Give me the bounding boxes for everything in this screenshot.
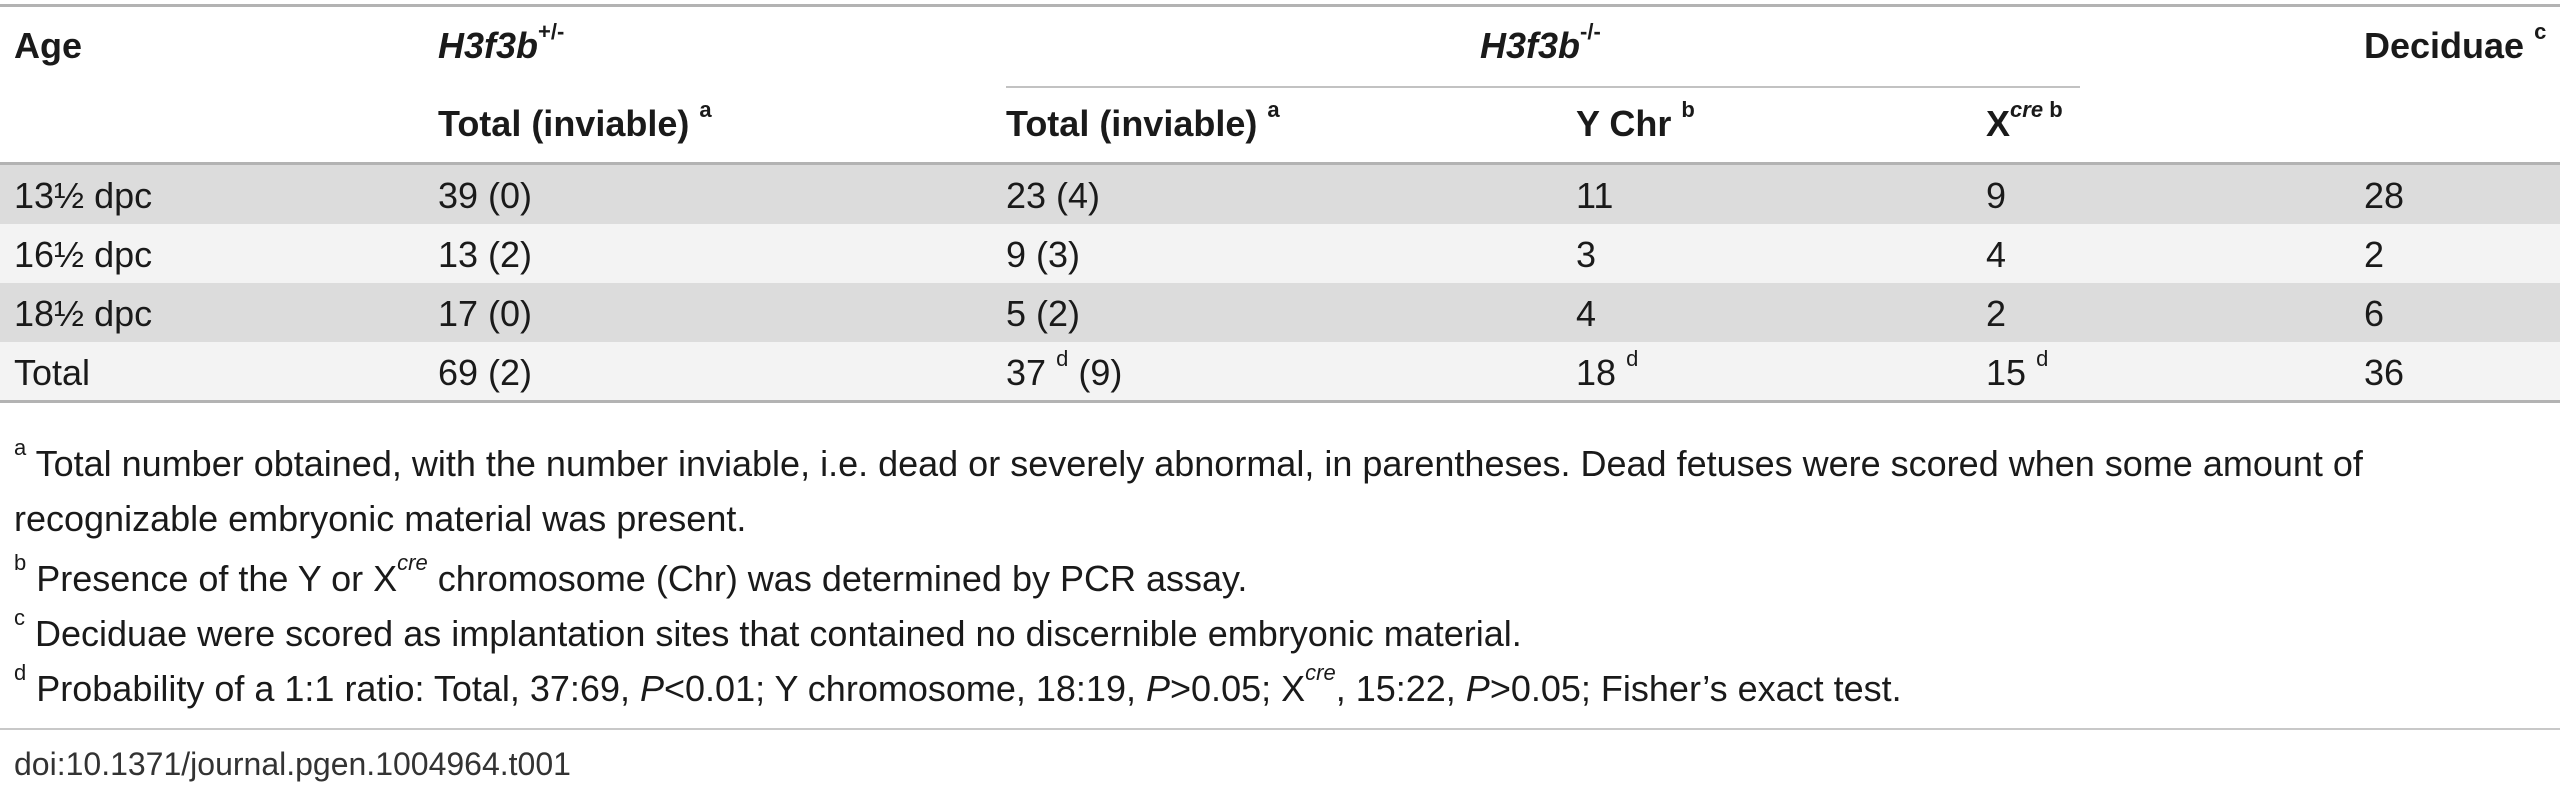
- header-h3f3b-het: [438, 19, 565, 68]
- header-age: Age: [14, 25, 83, 66]
- footnote-b-text-1: Presence of the Y or X: [36, 558, 398, 599]
- row1-y: 11: [1576, 175, 1614, 216]
- subheader-x-label: X: [1986, 103, 2011, 144]
- row1-ko: 23 (4): [1006, 175, 1101, 216]
- subheader-y-label: Y Chr: [1576, 103, 1672, 144]
- row4-y-sup: d: [1626, 346, 1639, 371]
- row4-ko-total: 37: [1006, 352, 1047, 393]
- row4-het: 69 (2): [438, 352, 533, 393]
- footnote-d: [14, 661, 2534, 716]
- row4-ko-sup: d: [1056, 346, 1069, 371]
- row-band-4: [0, 342, 2560, 401]
- row3-y: 4: [1576, 293, 1597, 334]
- row3-age: 18½ dpc: [14, 293, 153, 334]
- footnote-d-text-4: , 15:22,: [1335, 668, 1456, 709]
- ko-span-rule: [1006, 86, 2080, 88]
- footnote-a-text: Total number obtained, with the number inviable, i.e. dead or severely abnormal, in parentheses. Dead fetuses were scored when some amount of recognizable embryonic material was present.: [14, 443, 2363, 539]
- row2-y: 3: [1576, 234, 1597, 275]
- subheader-x-b-sup: b: [2049, 97, 2063, 122]
- header-deciduae: [2364, 19, 2547, 68]
- footnote-d-text-3: >0.05; X: [1170, 668, 1306, 709]
- footnote-b-text-2: chromosome (Chr) was determined by PCR assay.: [437, 558, 1248, 599]
- row1-age: 13½ dpc: [14, 175, 153, 216]
- row3-ko: 5 (2): [1006, 293, 1081, 334]
- footnote-b-cre: cre: [397, 550, 428, 575]
- row4-x-value: 15: [1986, 352, 2027, 393]
- footer-rule: [0, 728, 2560, 730]
- footnote-c: [14, 606, 2534, 661]
- subheader-x-cre-sup: cre: [2010, 97, 2044, 122]
- header-h3f3b-ko: [1480, 19, 1601, 68]
- subheader-y-sup: b: [1681, 97, 1695, 122]
- row3-x: 2: [1986, 293, 2007, 334]
- row4-ko-inviable: (9): [1078, 352, 1123, 393]
- row2-age: 16½ dpc: [14, 234, 153, 275]
- footnote-b-mark: b: [14, 550, 27, 575]
- row4-age: Total: [14, 352, 91, 393]
- table-bottom-rule: [0, 400, 2560, 403]
- footnote-a-mark: a: [14, 435, 27, 460]
- row4-ko: [1006, 346, 1123, 395]
- row4-x-sup: d: [2036, 346, 2049, 371]
- footnote-d-p2: P: [1146, 668, 1171, 709]
- row-band-3: [0, 283, 2560, 342]
- footnote-d-cre: cre: [1305, 660, 1336, 685]
- row3-het: 17 (0): [438, 293, 533, 334]
- footnote-d-text-5: >0.05; Fisher’s exact test.: [1489, 668, 1902, 709]
- subheader-total-het: [438, 97, 712, 146]
- row1-het: 39 (0): [438, 175, 533, 216]
- subheader-total-het-sup: a: [699, 97, 712, 122]
- row2-ko: 9 (3): [1006, 234, 1081, 275]
- row-band-1: [0, 165, 2560, 224]
- footnote-d-p3: P: [1465, 668, 1490, 709]
- footnote-c-mark: c: [14, 605, 25, 630]
- row-band-2: [0, 224, 2560, 283]
- footnote-a: [14, 436, 2534, 546]
- row3-deciduae: 6: [2364, 293, 2385, 334]
- header-ko-gene: H3f3b: [1480, 25, 1581, 66]
- row4-x: [1986, 346, 2049, 395]
- row4-y: [1576, 346, 1639, 395]
- header-het-gene: H3f3b: [438, 25, 539, 66]
- footnote-d-text-1: Probability of a 1:1 ratio: Total, 37:69,: [36, 668, 630, 709]
- subheader-total-ko-label: Total (inviable): [1006, 103, 1258, 144]
- subheader-y-chr: [1576, 97, 1695, 146]
- subheader-total-ko-sup: a: [1267, 97, 1280, 122]
- footnote-c-text: Deciduae were scored as implantation sites that contained no discernible embryonic material.: [35, 613, 1522, 654]
- doi-text: doi:10.1371/journal.pgen.1004964.t001: [14, 746, 571, 782]
- table-top-rule: [0, 4, 2560, 7]
- header-ko-sup: -/-: [1580, 19, 1601, 44]
- footnote-d-mark: d: [14, 660, 27, 685]
- subheader-total-ko: [1006, 97, 1280, 146]
- subheader-total-het-label: Total (inviable): [438, 103, 690, 144]
- row2-x: 4: [1986, 234, 2007, 275]
- subheader-x-cre: [1986, 97, 2063, 146]
- row1-x: 9: [1986, 175, 2007, 216]
- header-deciduae-label: Deciduae: [2364, 25, 2525, 66]
- footnote-d-p1: P: [639, 668, 664, 709]
- row2-het: 13 (2): [438, 234, 533, 275]
- footnote-d-text-2: <0.01; Y chromosome, 18:19,: [664, 668, 1136, 709]
- row1-deciduae: 28: [2364, 175, 2405, 216]
- header-het-sup: +/-: [538, 19, 565, 44]
- row4-y-value: 18: [1576, 352, 1617, 393]
- row2-deciduae: 2: [2364, 234, 2385, 275]
- row4-deciduae: 36: [2364, 352, 2405, 393]
- header-deciduae-sup: c: [2534, 19, 2547, 44]
- footnote-b: [14, 551, 2534, 606]
